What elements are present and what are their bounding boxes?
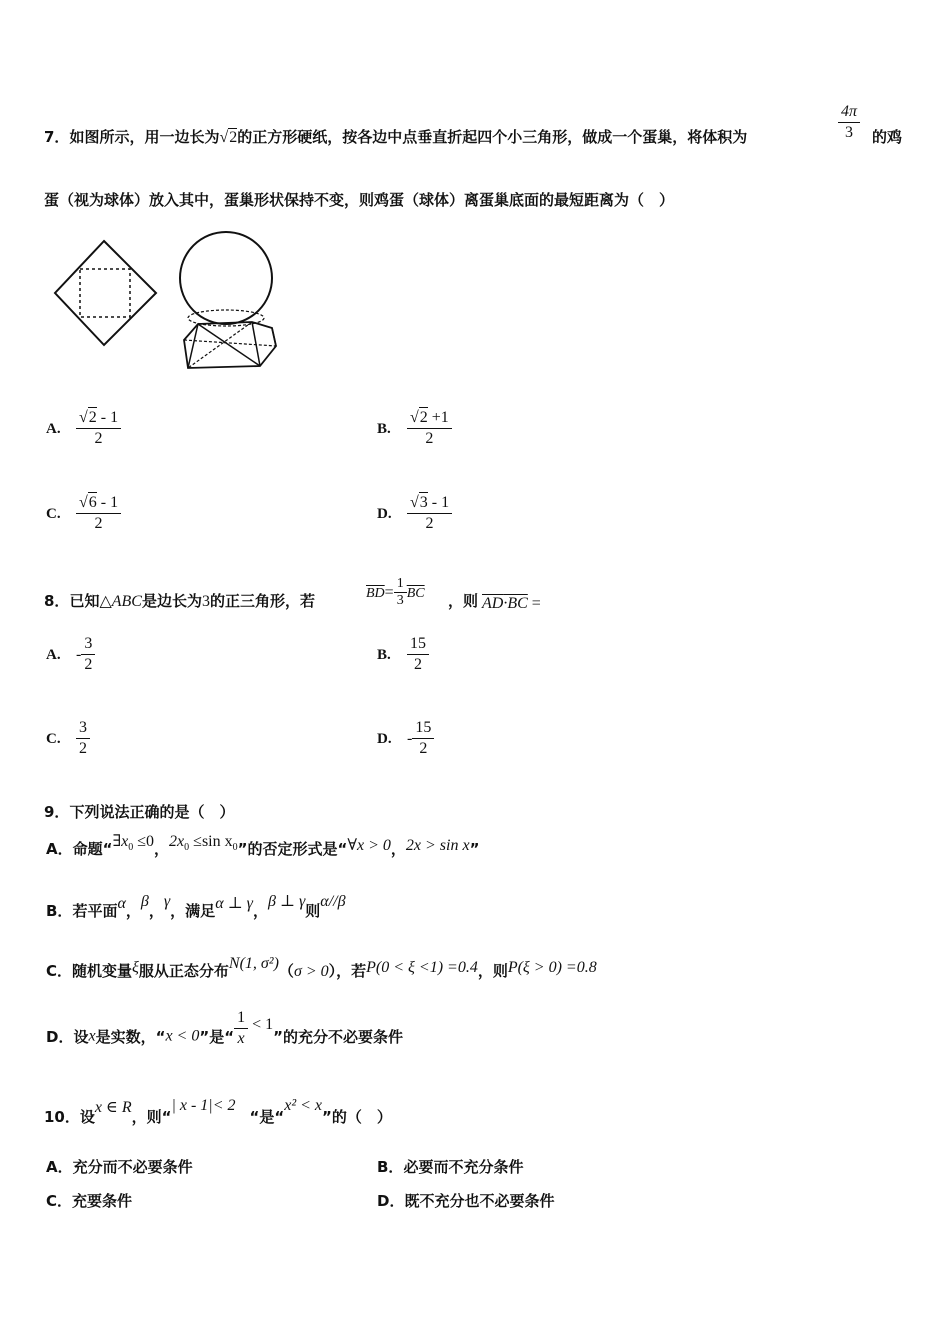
- q10-option-a[interactable]: A．充分而不必要条件: [46, 1158, 193, 1176]
- q8-dot-product: $\overline{AD}\cdot BC$ =: [482, 595, 541, 612]
- q7-figure-square: [50, 235, 165, 355]
- q7-figure-egg-nest: [176, 228, 284, 376]
- triangle-abc: △ABC: [99, 593, 142, 610]
- q7-line2: 蛋（视为球体）放入其中，蛋巢形状保持不变，则鸡蛋（球体）离蛋巢底面的最短距离为（ ）: [44, 191, 675, 209]
- q9-option-c[interactable]: C．随机变量ξ服从正态分布N(1, σ²)（σ > 0），若P(0 < ξ <1) =0.4，则P(ξ > 0) =0.8: [46, 955, 597, 980]
- q9-option-b[interactable]: B．若平面α，β，γ，满足α ⊥ γ，β ⊥ γ则α//β: [46, 893, 346, 920]
- q7-number: 7．: [44, 128, 70, 146]
- q8-option-b[interactable]: B. $\frac{15}{2}$: [377, 634, 429, 675]
- q8-vector-relation: $\overline{BD}=$ $\frac{1}{3}$ $\overline{BC}$: [366, 576, 425, 608]
- q7-option-b[interactable]: B. $\frac{√2 +1}{2}$: [377, 407, 452, 449]
- q7-option-c[interactable]: C. $\frac{√6 - 1}{2}$: [46, 492, 121, 534]
- q9-option-a[interactable]: A．命题“$\exists x_0 \le 0$，$2x_0 \le\sin$ $x_0$”的否定形式是“∀x > 0，2x > sin x”: [46, 833, 480, 858]
- q7-volume-fraction: $\frac{4\pi}{3}$: [838, 102, 860, 143]
- q7-line1-end: 的鸡: [872, 128, 903, 146]
- q10-stem: 10．设x ∈ R，则“| x - 1|< 2“是“x² < x”的（ ）: [44, 1097, 392, 1126]
- q8-then: ，则: [448, 592, 479, 610]
- q8-option-c[interactable]: C. $\frac{3}{2}$: [46, 718, 90, 759]
- sqrt-two: √2: [219, 129, 238, 146]
- q8-stem: 8．已知△ABC是边长为3的正三角形，若: [44, 592, 316, 610]
- q7-option-a[interactable]: A. $\frac{√2 - 1}{2}$: [46, 407, 121, 449]
- q8-option-a[interactable]: A. - $\frac{3}{2}$: [46, 634, 95, 675]
- q7-option-d[interactable]: D. $\frac{√3 - 1}{2}$: [377, 492, 452, 534]
- q10-option-c[interactable]: C．充要条件: [46, 1192, 133, 1210]
- q9-stem: 9．下列说法正确的是（ ）: [44, 803, 235, 821]
- q9-option-d[interactable]: D．设x是实数，“x < 0”是“ $\frac{1}{x}$ < 1”的充分不必要条件: [46, 1009, 403, 1047]
- q7-line1: 7．如图所示，用一边长为√2的正方形硬纸，按各边中点垂直折起四个小三角形，做成一个蛋巢，将体积为: [44, 128, 748, 146]
- q10-option-b[interactable]: B．必要而不充分条件: [377, 1158, 524, 1176]
- q8-option-d[interactable]: D. - $\frac{15}{2}$: [377, 718, 434, 759]
- q10-option-d[interactable]: D．既不充分也不必要条件: [377, 1192, 555, 1210]
